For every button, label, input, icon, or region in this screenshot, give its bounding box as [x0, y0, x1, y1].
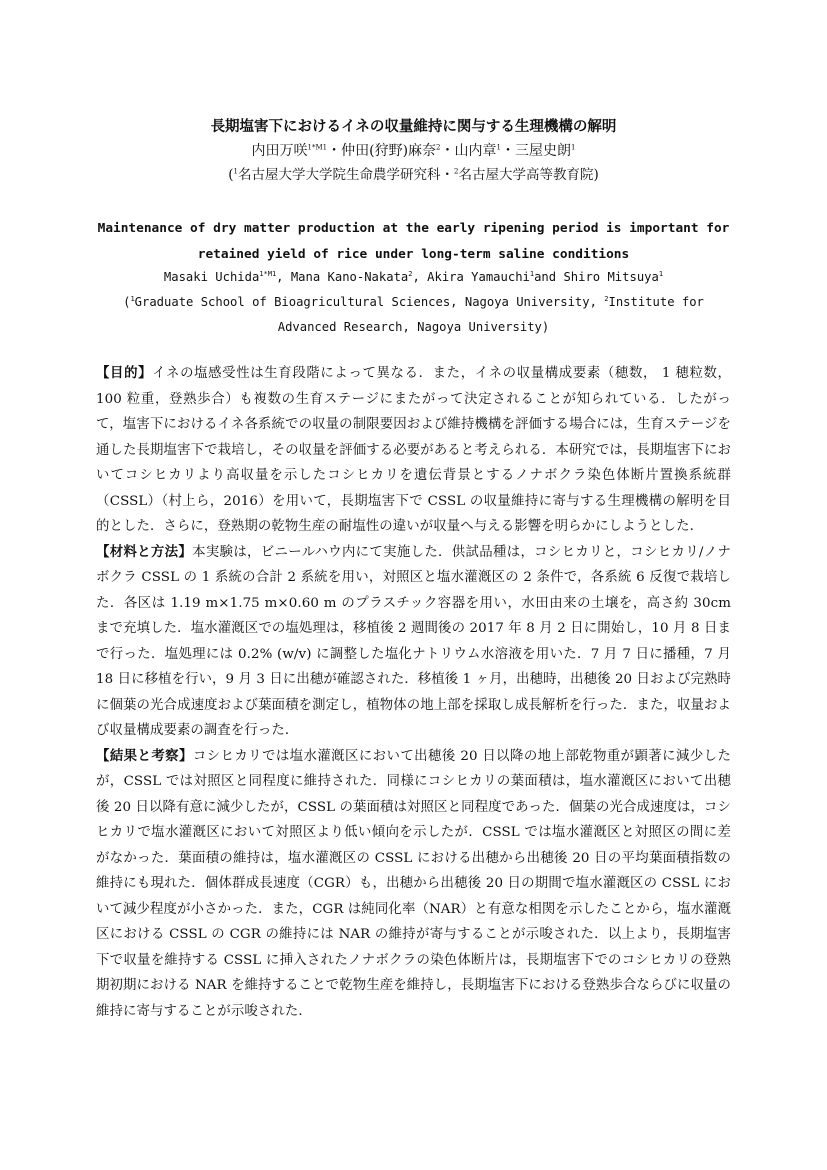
english-title: Maintenance of dry matter production at the early ripening period is important for retained yield of rice under long-term saline conditions [97, 221, 730, 262]
jp-author-2-affil: 2 [436, 143, 441, 152]
section-text: イネの塩感受性は生育段階によって異なる．また，イネの収量構成要素（穂数， 1 穂粒数，100 粒重，登熟歩合）も複数の生育ステージにまたがって決定されることが知られている．したがって，塩害下におけるイネ各系統での収量の制限要因および維持機構を評価する場合には，生育ステージを通した長期塩害下で栽培し，その収量を評価する必要があると考えられる．本研究では，長期塩害下においてコシヒカリより高収量を示したコシヒカリを遺伝背景とするノナボクラ染色体断片置換系統群（CSSL）（村上ら，2016）を用いて，長期塩害下で CSSL の収量維持に寄与する生理機構の解明を目的とした．さらに，登熟期の乾物生産の耐塩性の違いが収量へ与える影響を明らかにしようとした． [96, 366, 732, 534]
jp-author-4-affil: 1 [570, 143, 576, 152]
section-purpose [96, 361, 731, 540]
section-text: 本実験は，ビニールハウ内にて実施した．供試品種は，コシヒカリと，コシヒカリ/ノナボクラ CSSL の 1 系統の合計 2 系統を用い，対照区と塩水灌漑区の 2 条件で，各系統 6 反復で栽培した．各区は 1.19 m×1.75 m×0.60 m のプラスチック容器を用い，水田由来の土壌を，高さ約 30cm まで充填した．塩水灌漑区での塩処理は，移植後 2 週間後の 2017 年 8 月 2 日に開始し，10 月 8 日まで行った．塩処理には 0.2% (w/v) に調整した塩化ナトリウム水溶液を用いた．7 月 7 日に播種，7 月 18 日に移植を行い，9 月 3 日に出穂が確認された．移植後 1 ヶ月，出穂時，出穂後 20 日および完熟時に個葉の光合成速度および葉面積を測定し，植物体の地上部を採取し成長解析を行った．また，収量および収量構成要素の調査を行った． [96, 544, 732, 738]
english-affiliations [96, 290, 731, 340]
section-heading: 【結果と考察】 [96, 747, 193, 764]
jp-author-sep: ・ [500, 143, 515, 159]
jp-affil-open: ( [228, 167, 234, 183]
jp-affil-2: 名古屋大学高等教育院 [458, 167, 594, 183]
jp-author-3-affil: 1 [496, 143, 501, 152]
section-heading: 【目的】 [96, 365, 153, 381]
section-heading: 【材料と方法】 [96, 543, 193, 560]
en-author-4-affil: 1 [658, 269, 664, 278]
abstract-body [96, 361, 731, 1024]
jp-author-2: 仲田(狩野)麻奈 [341, 143, 437, 159]
section-methods [96, 540, 731, 744]
en-author-3: , Akira Yamauchi [412, 270, 530, 284]
jp-author-1: 内田万咲 [251, 143, 308, 159]
en-affil-1-mark: 1 [130, 294, 135, 303]
jp-author-sep: ・ [440, 143, 455, 159]
en-affil-2: Institute for Advanced Research, Nagoya University) [277, 295, 704, 334]
japanese-affiliations [96, 164, 731, 186]
en-author-1-affil: 1*M1 [259, 269, 277, 278]
en-author-2-affil: 2 [408, 269, 413, 278]
jp-affil-1-mark: 1 [233, 167, 238, 176]
section-text: コシヒカリでは塩水灌漑区において出穂後 20 日以降の地上部乾物重が顕著に減少したが，CSSL では対照区と同程度に維持された．同様にコシヒカリの葉面積は，塩水灌漑区において出穂後 20 日以降有意に減少したが，CSSL の葉面積は対照区と同程度であった．個葉の光合成速度は，コシヒカリで塩水灌漑区において対照区より低い傾向を示したが．CSSL では塩水灌漑区と対照区の間に差がなかった．葉面積の維持は，塩水灌漑区の CSSL における出穂から出穂後 20 日の平均葉面積指数の維持にも現れた．個体群成長速度（CGR）も，出穂から出穂後 20 日の期間で塩水灌漑区の CSSL において減少程度が小さかった．また，CGR は純同化率（NAR）と有意な相関を示したことから，塩水灌漑区における CSSL の CGR の維持には NAR の維持が寄与することが示唆された．以上より，長期塩害下で収量を維持する CSSL に挿入されたノナボクラの染色体断片は，長期塩害下でのコシヒカリの登熟期初期における NAR を維持することで乾物生産を維持し，長期塩害下における登熟歩合ならびに収量の維持に寄与することが示唆された． [96, 748, 731, 1019]
japanese-authors [96, 140, 731, 162]
en-affil-1: Graduate School of Bioagricultural Sciences, Nagoya University, [134, 295, 605, 309]
section-results [96, 744, 731, 1025]
jp-author-4: 三屋史朗 [514, 143, 571, 159]
jp-author-3: 山内章 [454, 143, 497, 159]
jp-affil-1: 名古屋大学大学院生命農学研究科・ [238, 167, 454, 183]
en-affil-2-mark: 2 [604, 294, 609, 303]
en-author-1: Masaki Uchida [163, 270, 260, 284]
jp-author-sep: ・ [327, 143, 342, 159]
en-author-2: , Mana Kano-Nakata [276, 270, 409, 284]
jp-affil-close: ) [593, 167, 599, 183]
jp-author-1-affil: 1*M1 [307, 143, 328, 152]
en-author-4: and Shiro Mitsuya [534, 270, 659, 284]
en-author-3-affil: 1 [529, 269, 535, 278]
en-affil-open: ( [123, 295, 131, 309]
japanese-title: 長期塩害下におけるイネの収量維持に関与する生理機構の解明 [210, 118, 617, 135]
english-authors [96, 266, 731, 288]
jp-affil-2-mark: 2 [454, 167, 459, 176]
